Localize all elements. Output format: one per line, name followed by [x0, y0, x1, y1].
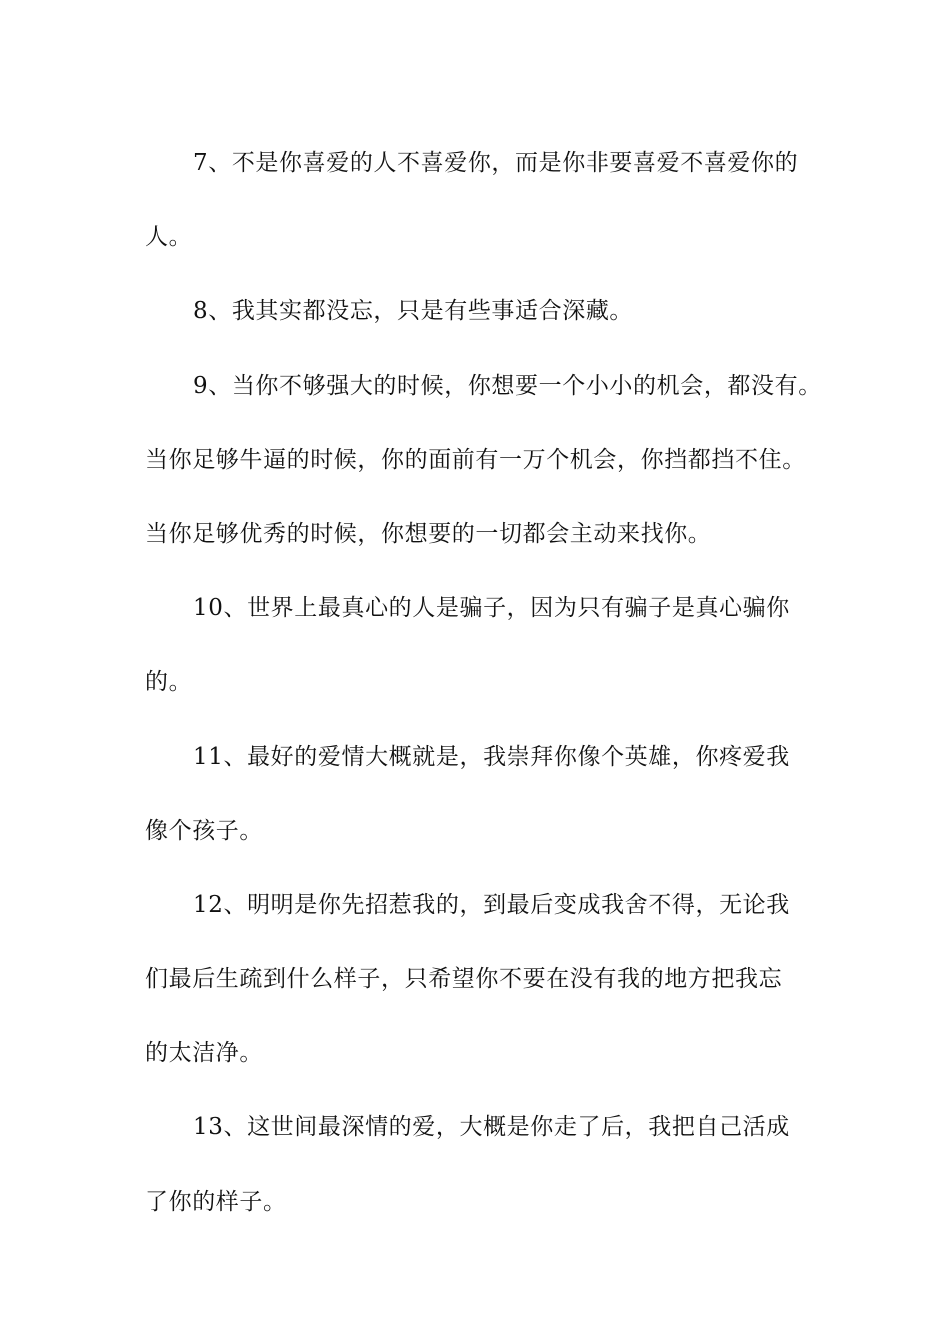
text-line: 8、我其实都没忘，只是有些事适合深藏。: [193, 298, 634, 325]
text-line: 11、最好的爱情大概就是，我崇拜你像个英雄，你疼爱我: [193, 743, 790, 770]
text-line: 10、世界上最真心的人是骗子，因为只有骗子是真心骗你: [193, 595, 790, 622]
text-line: 7、不是你喜爱的人不喜爱你，而是你非要喜爱不喜爱你的: [193, 150, 799, 176]
text-line: 像个孩子。: [145, 817, 263, 844]
text-line: 们最后生疏到什么样子，只希望你不要在没有我的地方把我忘: [145, 966, 783, 993]
text-line: 的。: [145, 669, 193, 696]
text-line: 了你的样子。: [145, 1188, 287, 1215]
text-line: 的太洁净。: [145, 1040, 263, 1067]
text-line: 当你足够牛逼的时候，你的面前有一万个机会，你挡都挡不住。: [145, 446, 806, 473]
text-line: 13、这世间最深情的爱，大概是你走了后，我把自己活成: [193, 1114, 790, 1141]
text-line: 12、明明是你先招惹我的，到最后变成我舍不得，无论我: [193, 891, 790, 918]
text-line: 人。: [145, 224, 193, 251]
body-text: [145, 126, 822, 1239]
text-line: 当你足够优秀的时候，你想要的一切都会主动来找你。: [145, 520, 712, 547]
text-line: 9、当你不够强大的时候，你想要一个小小的机会，都没有。: [193, 372, 822, 399]
